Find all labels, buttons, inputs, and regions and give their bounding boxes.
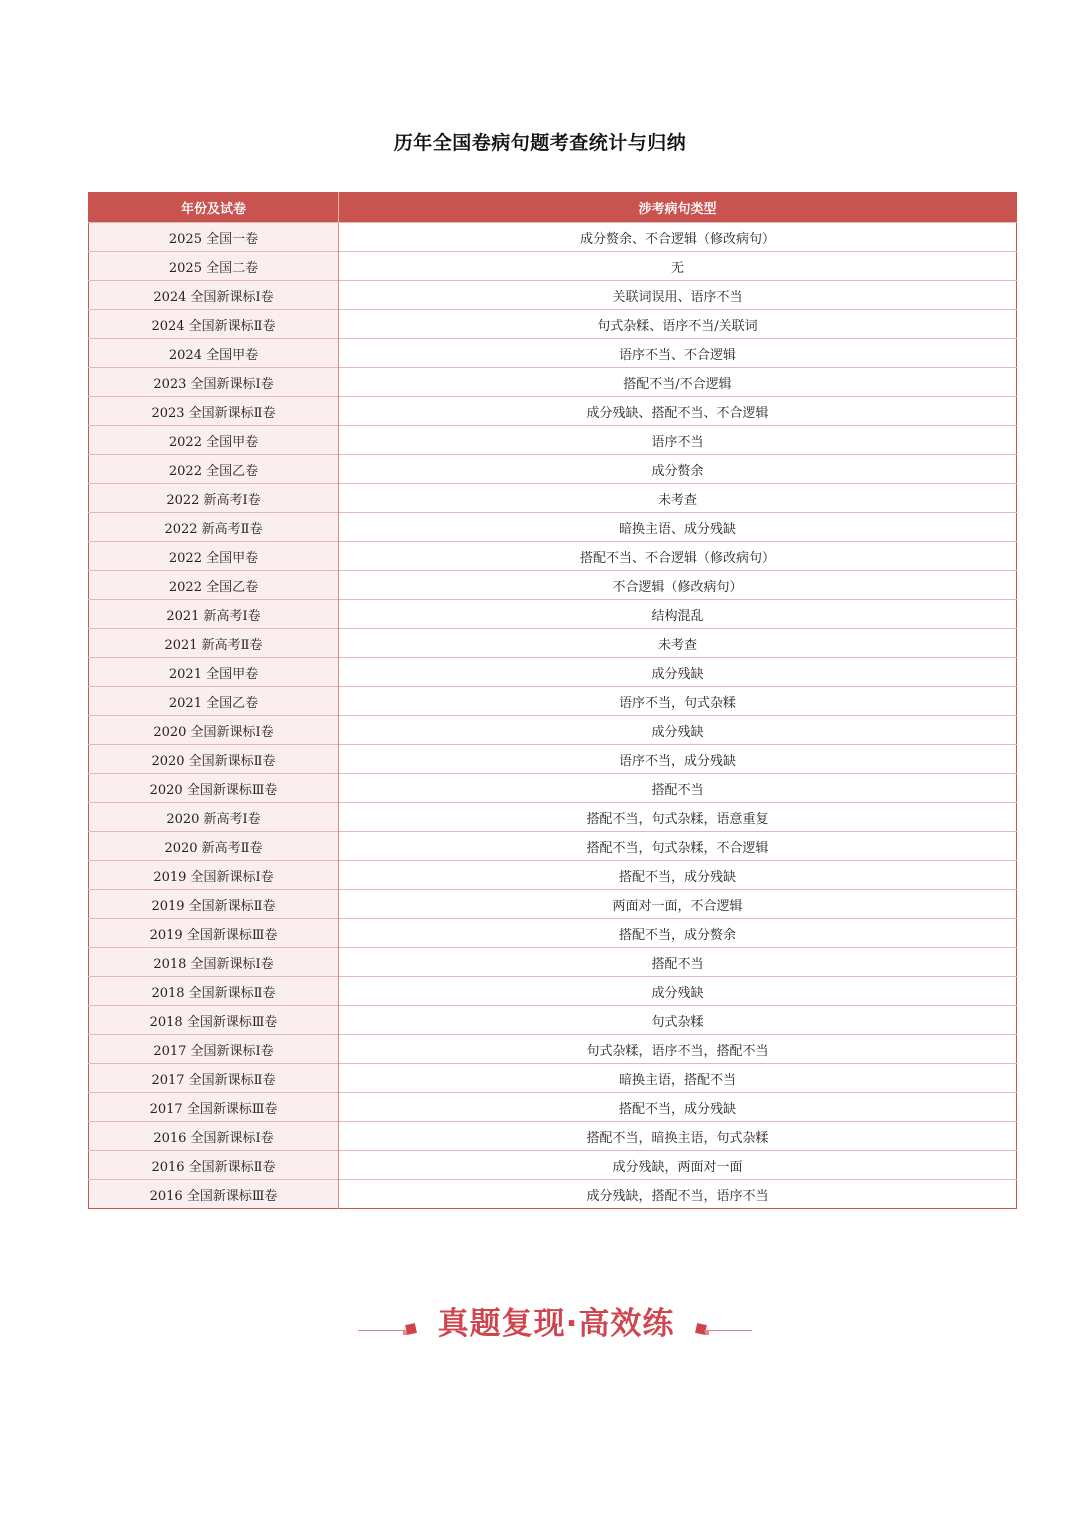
year-paper-cell: 2024 全国新课标Ⅰ卷: [89, 281, 339, 310]
exam-statistics-table-container: [88, 192, 1016, 1209]
error-type-cell: 搭配不当/不合逻辑: [339, 368, 1017, 397]
year-paper-cell: 2020 全国新课标Ⅱ卷: [89, 745, 339, 774]
table-row: [89, 1093, 1017, 1122]
year-paper-cell: 2017 全国新课标Ⅲ卷: [89, 1093, 339, 1122]
year-paper-cell: 2019 全国新课标Ⅲ卷: [89, 919, 339, 948]
table-row: [89, 1006, 1017, 1035]
error-type-cell: 暗换主语、成分残缺: [339, 513, 1017, 542]
year-paper-cell: 2018 全国新课标Ⅰ卷: [89, 948, 339, 977]
error-type-cell: 句式杂糅、语序不当/关联词: [339, 310, 1017, 339]
error-type-cell: 搭配不当，暗换主语，句式杂糅: [339, 1122, 1017, 1151]
year-paper-cell: 2016 全国新课标Ⅰ卷: [89, 1122, 339, 1151]
table-row: [89, 977, 1017, 1006]
table-header-row: [89, 193, 1017, 223]
error-type-cell: 搭配不当，成分残缺: [339, 861, 1017, 890]
year-paper-cell: 2022 全国甲卷: [89, 426, 339, 455]
error-type-cell: 搭配不当: [339, 774, 1017, 803]
error-type-cell: 语序不当、不合逻辑: [339, 339, 1017, 368]
error-type-cell: 两面对一面，不合逻辑: [339, 890, 1017, 919]
year-paper-cell: 2018 全国新课标Ⅱ卷: [89, 977, 339, 1006]
column-header-year-paper: 年份及试卷: [89, 193, 339, 223]
year-paper-cell: 2023 全国新课标Ⅱ卷: [89, 397, 339, 426]
table-row: [89, 600, 1017, 629]
year-paper-cell: 2019 全国新课标Ⅰ卷: [89, 861, 339, 890]
column-header-error-types: 涉考病句类型: [339, 193, 1017, 223]
table-row: [89, 629, 1017, 658]
error-type-cell: 未考查: [339, 629, 1017, 658]
table-row: [89, 658, 1017, 687]
error-type-cell: 无: [339, 252, 1017, 281]
table-row: [89, 948, 1017, 977]
table-row: [89, 890, 1017, 919]
error-type-cell: 成分残缺: [339, 977, 1017, 1006]
year-paper-cell: 2022 新高考Ⅱ卷: [89, 513, 339, 542]
year-paper-cell: 2019 全国新课标Ⅱ卷: [89, 890, 339, 919]
error-type-cell: 不合逻辑（修改病句）: [339, 571, 1017, 600]
table-row: [89, 368, 1017, 397]
table-row: [89, 687, 1017, 716]
table-row: [89, 1064, 1017, 1093]
error-type-cell: 搭配不当，句式杂糅，不合逻辑: [339, 832, 1017, 861]
banner-decoration-right-icon: [694, 1322, 710, 1336]
table-row: [89, 1035, 1017, 1064]
table-row: [89, 513, 1017, 542]
error-type-cell: 语序不当，成分残缺: [339, 745, 1017, 774]
error-type-cell: 暗换主语，搭配不当: [339, 1064, 1017, 1093]
year-paper-cell: 2021 新高考Ⅰ卷: [89, 600, 339, 629]
year-paper-cell: 2020 新高考Ⅰ卷: [89, 803, 339, 832]
error-type-cell: 成分残缺: [339, 716, 1017, 745]
error-type-cell: 成分赘余: [339, 455, 1017, 484]
year-paper-cell: 2016 全国新课标Ⅱ卷: [89, 1151, 339, 1180]
year-paper-cell: 2017 全国新课标Ⅱ卷: [89, 1064, 339, 1093]
table-row: [89, 1180, 1017, 1209]
year-paper-cell: 2021 新高考Ⅱ卷: [89, 629, 339, 658]
table-row: [89, 281, 1017, 310]
error-type-cell: 成分残缺，两面对一面: [339, 1151, 1017, 1180]
error-type-cell: 成分残缺: [339, 658, 1017, 687]
year-paper-cell: 2023 全国新课标Ⅰ卷: [89, 368, 339, 397]
error-type-cell: 句式杂糅: [339, 1006, 1017, 1035]
year-paper-cell: 2024 全国新课标Ⅱ卷: [89, 310, 339, 339]
table-row: [89, 310, 1017, 339]
table-row: [89, 397, 1017, 426]
banner-text: 真题复现·高效练: [437, 1306, 675, 1342]
year-paper-cell: 2020 全国新课标Ⅰ卷: [89, 716, 339, 745]
error-type-cell: 搭配不当: [339, 948, 1017, 977]
year-paper-cell: 2020 全国新课标Ⅲ卷: [89, 774, 339, 803]
year-paper-cell: 2022 全国乙卷: [89, 455, 339, 484]
error-type-cell: 成分残缺，搭配不当，语序不当: [339, 1180, 1017, 1209]
table-row: [89, 832, 1017, 861]
footer-banner: [358, 1296, 752, 1342]
error-type-cell: 搭配不当，成分残缺: [339, 1093, 1017, 1122]
error-type-cell: 关联词误用、语序不当: [339, 281, 1017, 310]
year-paper-cell: 2018 全国新课标Ⅲ卷: [89, 1006, 339, 1035]
year-paper-cell: 2021 全国甲卷: [89, 658, 339, 687]
table-row: [89, 861, 1017, 890]
banner-line-right: [704, 1330, 752, 1331]
table-row: [89, 455, 1017, 484]
table-row: [89, 252, 1017, 281]
error-type-cell: 搭配不当，句式杂糅，语意重复: [339, 803, 1017, 832]
table-row: [89, 774, 1017, 803]
table-row: [89, 919, 1017, 948]
year-paper-cell: 2021 全国乙卷: [89, 687, 339, 716]
table-row: [89, 339, 1017, 368]
table-row: [89, 1151, 1017, 1180]
error-type-cell: 句式杂糅，语序不当，搭配不当: [339, 1035, 1017, 1064]
year-paper-cell: 2020 新高考Ⅱ卷: [89, 832, 339, 861]
page-title: 历年全国卷病句题考查统计与归纳: [393, 132, 687, 154]
error-type-cell: 成分赘余、不合逻辑（修改病句）: [339, 223, 1017, 252]
banner-line-left: [358, 1330, 406, 1331]
table-row: [89, 542, 1017, 571]
error-type-cell: 成分残缺、搭配不当、不合逻辑: [339, 397, 1017, 426]
year-paper-cell: 2022 全国乙卷: [89, 571, 339, 600]
year-paper-cell: 2025 全国二卷: [89, 252, 339, 281]
error-type-cell: 语序不当，句式杂糅: [339, 687, 1017, 716]
error-type-cell: 语序不当: [339, 426, 1017, 455]
year-paper-cell: 2017 全国新课标Ⅰ卷: [89, 1035, 339, 1064]
table-row: [89, 745, 1017, 774]
error-type-cell: 结构混乱: [339, 600, 1017, 629]
year-paper-cell: 2022 新高考Ⅰ卷: [89, 484, 339, 513]
table-row: [89, 223, 1017, 252]
table-row: [89, 484, 1017, 513]
error-type-cell: 未考查: [339, 484, 1017, 513]
table-row: [89, 803, 1017, 832]
year-paper-cell: 2025 全国一卷: [89, 223, 339, 252]
error-type-cell: 搭配不当，成分赘余: [339, 919, 1017, 948]
table-body: [89, 223, 1017, 1209]
banner-decoration-left-icon: [402, 1322, 418, 1336]
table-row: [89, 1122, 1017, 1151]
year-paper-cell: 2024 全国甲卷: [89, 339, 339, 368]
table-row: [89, 716, 1017, 745]
year-paper-cell: 2022 全国甲卷: [89, 542, 339, 571]
table-row: [89, 571, 1017, 600]
year-paper-cell: 2016 全国新课标Ⅲ卷: [89, 1180, 339, 1209]
table-row: [89, 426, 1017, 455]
error-type-cell: 搭配不当、不合逻辑（修改病句）: [339, 542, 1017, 571]
exam-statistics-table: [88, 192, 1017, 1209]
